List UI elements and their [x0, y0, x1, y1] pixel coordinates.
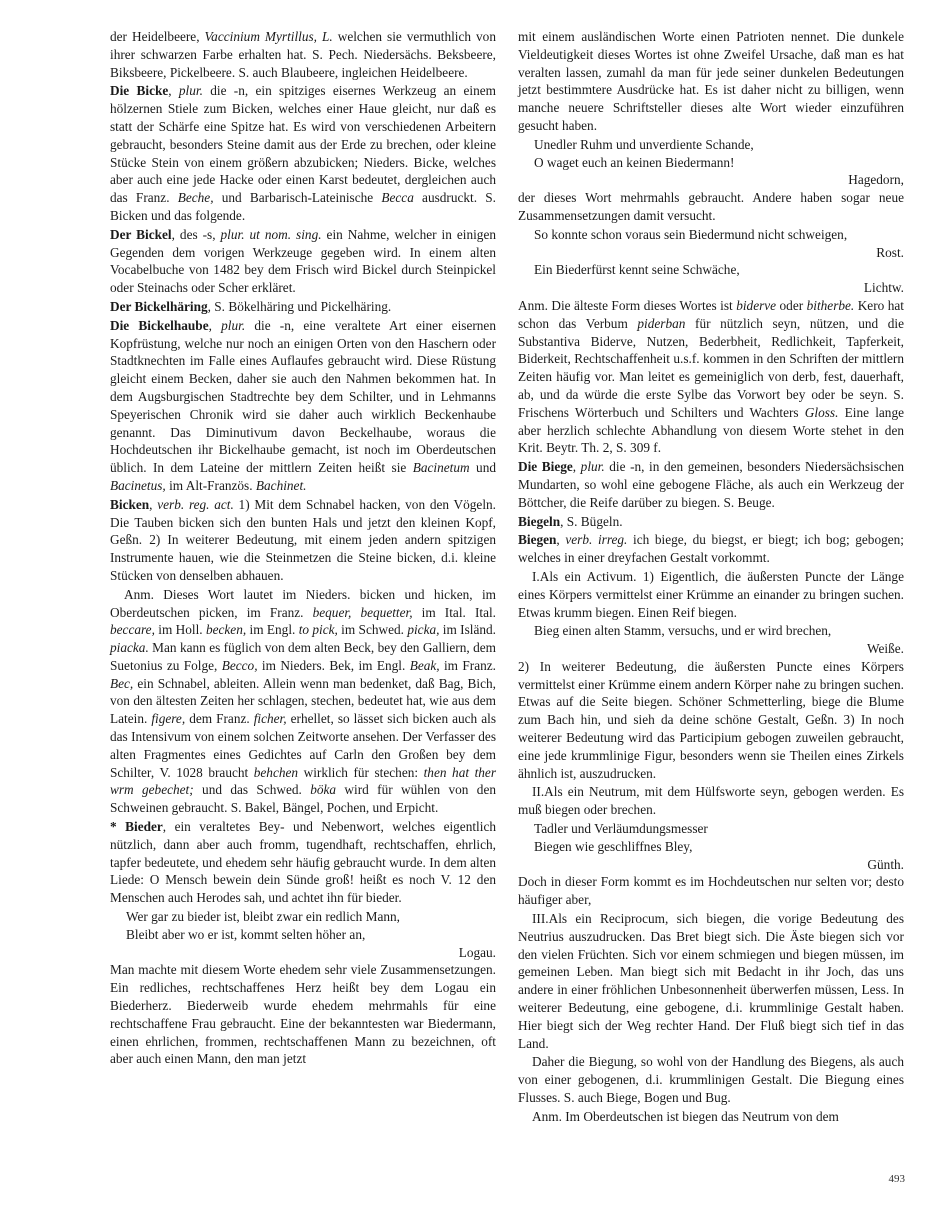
- page-number: 493: [888, 1173, 905, 1185]
- entry-bieder: * Bieder, ein veraltetes Bey- und Nebenwort, welches eigentlich nützlich, dann aber auch fromm, tugendhaft, rechtschaffen, ehrlich, tapfer bedeutete, und ehedem sehr häufig gebraucht wurde. In dem alten Liede: O Mensch bewein dein Sünde groß! heißt es noch V. 12 den Menschen auch Herodes sah, und achtet ihn für bieder.: [110, 819, 496, 906]
- headword: Der Bickelhäring: [110, 298, 208, 314]
- biegen-reciprocum: III.Als ein Reciprocum, sich biegen, die vorige Bedeutung des Neutrius auszudrucken. Das Bret biegt sich. Die Äste biegen sich vor den vielen Früchten. Sich vor einem schmiegen und biegen müssen, im gemeinen Leben. Man biegt sich mit Bedacht in ihr Joch, das uns andere in einer fröhlichen Unbesonnenheit überwerfen müssen, Less. In weiterer Bedeutung, eine gebogene, d.i. krummlinige Gestalt haben. Hier biegt sich der Weg rechter Hand. Der Fluß biegt sich tief in das Land.: [518, 911, 904, 1051]
- verse-lichtw: [518, 261, 904, 297]
- biegung-paragraph: Daher die Biegung, so wohl von der Handlung des Biegens, als auch von einer gebogenen, d.i. krummlinigen Gestalt. Die Biegung eines Flusses. S. auch Biege, Bogen und Bug.: [518, 1054, 904, 1106]
- biegen-neutrum: II.Als ein Neutrum, mit dem Hülfsworte seyn, gebogen werden. Es muß biegen oder brechen.: [518, 784, 904, 818]
- entry-bickel: Der Bickel, des -s, plur. ut nom. sing. ein Nahme, welcher in einigen Gegenden dem vorigen Werkzeuge gegeben wird. In einem alten Vocabelbuche von 1482 bey dem Frisch wird Bickel durch Steinpickel oder Steinachs oder Scher erkläret.: [110, 226, 496, 296]
- verse-attribution: Lichtw.: [863, 280, 904, 296]
- right-column: [518, 28, 904, 1127]
- entry-bicken: Bicken, verb. reg. act. 1) Mit dem Schnabel hacken, von den Vögeln. Die Tauben bicken sich den bunten Hals und jetzt den kleinen Kopf, Geßn. 2) In weiterer Bedeutung, mit einem jeden andern spitzigen Instrumente hauen, wie die Steinmetzen die Steine bicken, d.i. kleine Stücken von denselben abhauen.: [110, 496, 496, 583]
- verse-line: O waget euch an keinen Biedermann!: [534, 154, 735, 170]
- verse-attribution: Weiße.: [867, 641, 904, 657]
- biegen-activum-2: 2) In weiterer Bedeutung, die äußersten Puncte eines Körpers vermittelst einer Krümme einem andern Körper nahe zu bringen suchen. Etwas auf die Seite biegen. Schöner Schmetterling, biege die Blume zum Bach hin, und sieh da deine schöne Gestalt, Geßn. 3) In noch weiterer Bedeutung wird das Participium gebogen zuweilen gebraucht, eine jede krummlinige Figur, besonders wenn sie Theilen eines Zirkels ähnlich ist, auszudrucken.: [518, 658, 904, 781]
- anm-biegen: Anm. Im Oberdeutschen ist biegen das Neutrum von dem: [532, 1108, 839, 1124]
- entry-biege: Die Biege, plur. die -n, in den gemeinen, besonders Niedersächsischen Mundarten, so wohl eine gebogene Fläche, als auch ein Werkzeug der Böttcher, die Reife darüber zu biegen. S. Beuge.: [518, 459, 904, 510]
- biegen-activum: I.Als ein Activum. 1) Eigentlich, die äußersten Puncte der Länge eines Körpers vermittelst einer Krümme an einander zu bringen suchen. Etwas krumm biegen. Einen Reif biegen.: [518, 568, 904, 620]
- verse-guenth: [518, 820, 904, 873]
- mehrmahls-paragraph: der dieses Wort mehrmahls gebraucht. Andere haben sogar neue Zusammensetzungen damit versucht.: [518, 190, 904, 223]
- verse-line: Tadler und Verläumdungsmesser: [534, 821, 708, 837]
- verse-weisse: [518, 622, 904, 658]
- verse-line: Bieg einen alten Stamm, versuchs, und er wird brechen,: [534, 623, 832, 639]
- verse-line: Ein Biederfürst kennt seine Schwäche,: [534, 262, 740, 278]
- headword: Bieder: [125, 819, 163, 835]
- verse-line: So konnte schon voraus sein Biedermund nicht schweigen,: [534, 226, 848, 242]
- biegen-doch: Doch in dieser Form kommt es im Hochdeutschen nur selten vor; desto häufiger aber,: [518, 874, 904, 908]
- entry-biegeln: Biegeln, S. Bügeln.: [518, 513, 623, 529]
- headword: Der Bickel: [110, 226, 172, 242]
- verse-attribution: Rost.: [876, 244, 904, 260]
- entry-heidelbeere-cont: der Heidelbeere, Vaccinium Myrtillus, L. welchen sie vermuthlich von ihrer schwarzen Farbe erhalten hat. S. Pech. Niedersächs. Beksbeere, Biksbeere, Pickelbeere. S. auch Blaubeere, ingleichen Heidelbeere.: [110, 29, 496, 80]
- anm-bicken: Anm. Dieses Wort lautet im Nieders. bicken und hicken, im Oberdeutschen picken, im Franz. bequer, bequetter, im Ital. Ital. beccare, im Holl. becken, im Engl. to pick, im Schwed. picka, im Isländ. piacka. Man kann es füglich von dem alten Beck, bey den Galliern, dem Suetonius zu Folge, Becco, im Nieders. Bek, im Engl. Beak, im Franz. Bec, ein Schnabel, ableiten. Allein wenn man bedenket, daß Bag, Bich, von den ältesten Zeiten her schlagen, stechen, bedeutet hat, wie aus dem Latein. figere, dem Franz. ficher, erhellet, so lässet sich bicken auch als das Intensivum von einem solchen Zeitworte ansehen. Der Verfasser des alten Fragmentes eines Gedichtes auf Carln den Großen bey dem Schilter, V. 1028 braucht behchen wirklich für stechen: then hat ther wrm gebechet; und das Schwed. böka wird für wühlen von den Schweinen gebraucht. S. Bakel, Bängel, Pochen, und Erpicht.: [110, 586, 496, 816]
- entry-bickelhaering: Der Bickelhäring, S. Bökelhäring und Pickelhäring.: [110, 298, 392, 314]
- headword: Die Bickelhaube: [110, 317, 209, 333]
- verse-attribution: Logau.: [458, 944, 496, 960]
- verse-attribution: Günth.: [867, 856, 904, 872]
- bieder-continuation: mit einem ausländischen Worte einen Patrioten nennet. Die dunkele Vieldeutigkeit dieses Wortes ist ohne Zweifel Ursache, daß man es hat veralten lassen, zumahl da man für jede seiner dunkelen Bedeutungen jetzt bestimmtere Ausdrücke hat. Es ist daher nicht zu billigen, wenn manche neuere Schriftsteller dieses alte Wort wieder einzuführen gesucht haben.: [518, 29, 904, 133]
- entry-bickelhaube: Die Bickelhaube, plur. die -n, eine veraltete Art einer eisernen Kopfrüstung, welche nur noch an einigen Orten von den Haschern oder Stadtknechten im Falle eines Auflaufes gebraucht wird. Diese Rüstung gleicht einem Becken, daher sie auch den Nahmen bekommen hat. In dem Augsburgischen Stadtrechte bey dem Schilter, und in Lehmanns Speyerischen Chronik wird sie daher auch wirklich Beckenhaube genannt. Das Diminutivum davon Beckelhaube, woraus die Hochdeutschen ihr Bickelhaube gemacht, ist noch im Oberdeutschen üblich. In dem Lateine der mittlern Zeiten heißt sie Bacinetum und Bacinetus, im Alt-Französ. Bachinet.: [110, 317, 496, 493]
- headword: Bicken: [110, 496, 150, 512]
- verse-line: Unedler Ruhm und unverdiente Schande,: [534, 136, 754, 152]
- headword: Die Bicke: [110, 83, 169, 99]
- entry-bicke: Die Bicke, plur. die -n, ein spitziges eisernes Werkzeug an einem hölzernen Stiele zum Bicken, welches einer Haue gleicht, nur daß es statt der Schärfe eine Spitze hat. Es wird von verschiedenen Arbeitern gebraucht, besonders Steine damit aus der Erde zu brechen, oder kleine Stücke Stein von einem größern abzubicken; Nieders. Bicke, welches aber auch eine jede Hacke oder einen Karst bedeutet, dergleichen auch das Franz. Beche, und Barbarisch-Lateinische Becca ausdruckt. S. Bicken und das folgende.: [110, 83, 496, 223]
- verse-line: Wer gar zu bieder ist, bleibt zwar ein redlich Mann,: [126, 909, 400, 925]
- headword: Die Biege: [518, 459, 573, 475]
- verse-line: Bleibt aber wo er ist, kommt selten höher an,: [126, 926, 366, 942]
- verse-line: Biegen wie geschliffnes Bley,: [534, 838, 693, 854]
- headword: Biegeln: [518, 513, 561, 529]
- verse-logau: [110, 908, 496, 961]
- anm-bieder: Anm. Die älteste Form dieses Wortes ist biderve oder bitherbe. Kero hat schon das Verbum piderban für nützlich seyn, nützen, und die Substantiva Biderve, Nutzen, Bederbheit, Redlichkeit, Tapferkeit, Biderkeit, Rechtschaffenheit u.s.f. kommen in den Schriften der mittlern Zeiten häufig vor. Man leitet es gemeiniglich von derb, fest, dauerhaft, ab, und da würde die erste Sylbe das Vorwort bey oder be seyn. S. Frischens Wörterbuch und Schilters und Wachters Gloss. Eine lange aber herzlich schlechte Abhandlung von diesem Worte stehet in den Krit. Beytr. Th. 2, S. 309 f.: [518, 297, 905, 456]
- biedermann-paragraph: Man machte mit diesem Worte ehedem sehr viele Zusammensetzungen. Ein redliches, rechtschaffenes Herz heißt bey dem Logau ein Biederherz. Biederweib wurde ehedem mehrmahls für eine rechtschaffene Frau gebraucht. Eine der bekanntesten war Biedermann, einen ehrlichen, frommen, rechtschaffenen Mann zu bezeichnen, oft aber auch einen Mann, den man jetzt: [110, 962, 496, 1067]
- verse-rost: [518, 226, 904, 262]
- verse-hagedorn: [518, 136, 904, 189]
- entry-biegen: Biegen, verb. irreg. ich biege, du biegst, er biegt; ich bog; gebogen; welches in einer dreyfachen Gestalt vorkommt.: [518, 532, 905, 566]
- left-column: [110, 28, 496, 1069]
- verse-attribution: Hagedorn,: [848, 172, 904, 188]
- headword: Biegen: [518, 532, 557, 548]
